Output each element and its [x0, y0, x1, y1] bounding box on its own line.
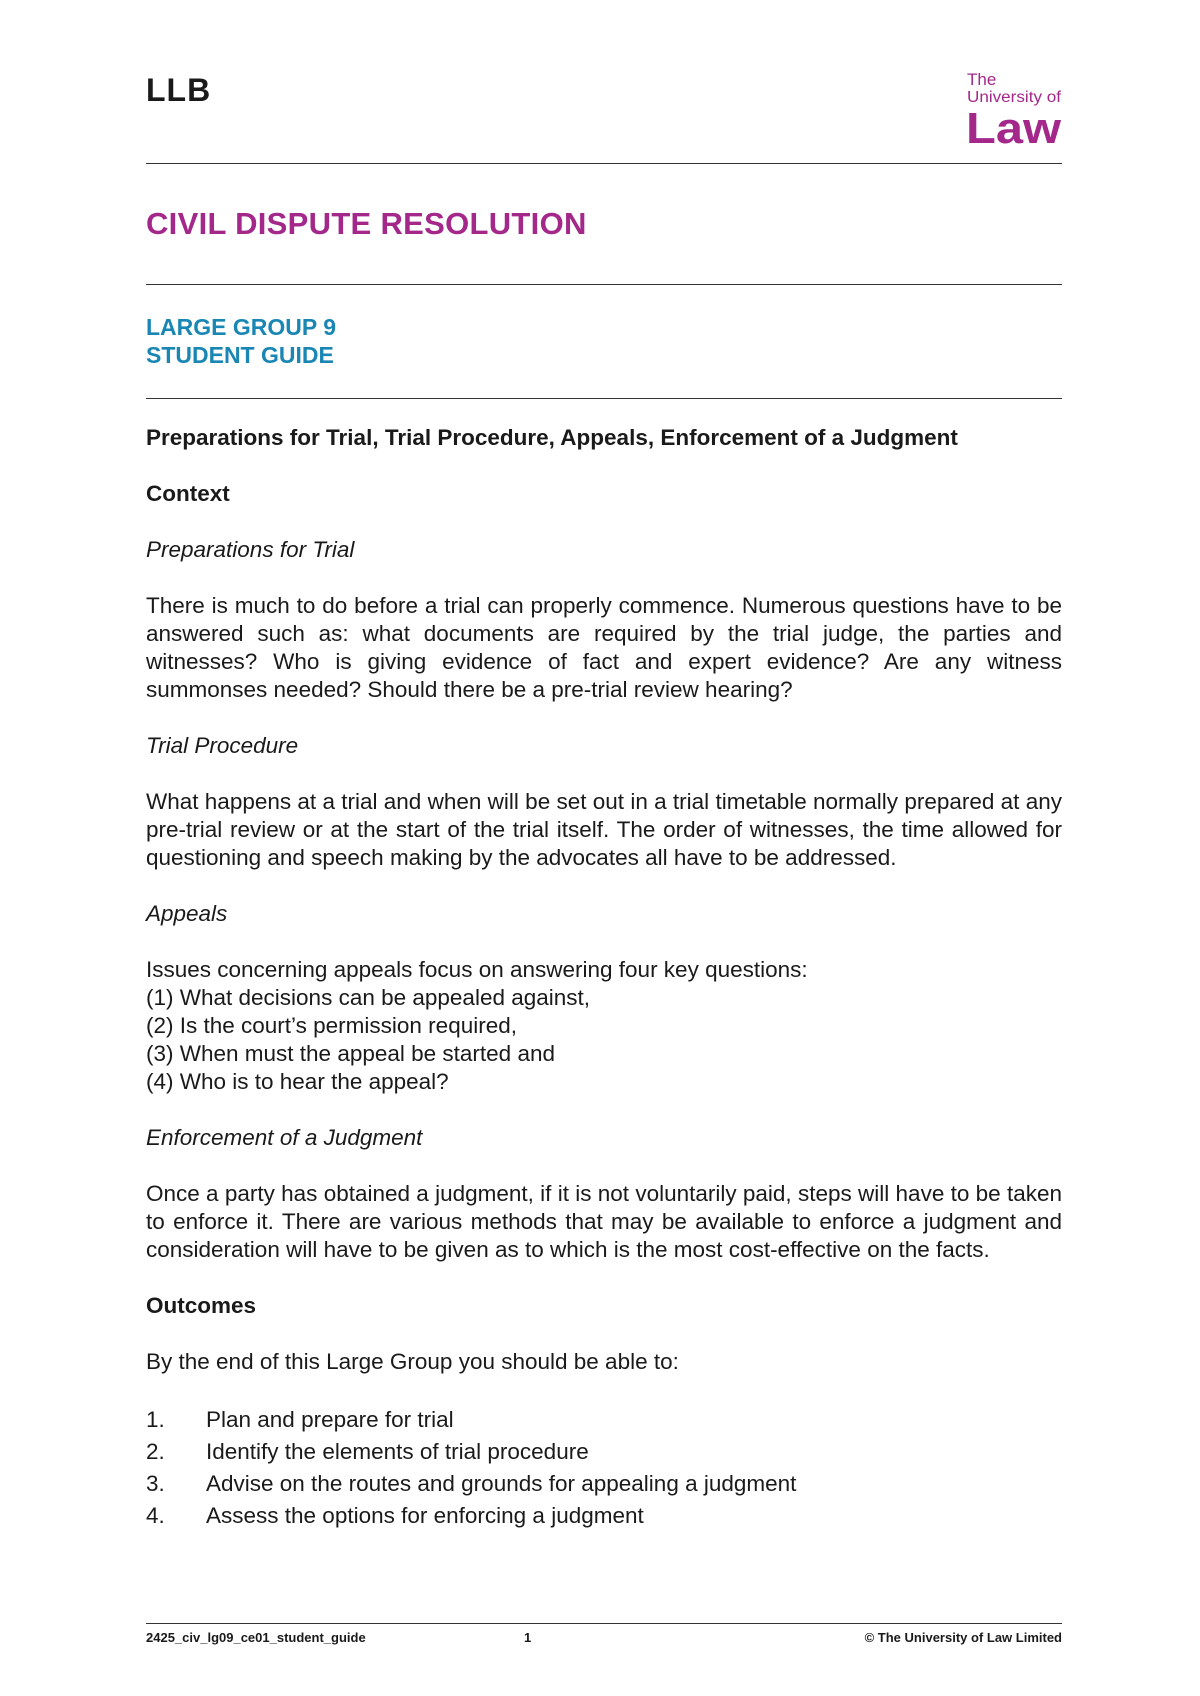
section-title-enforcement: Enforcement of a Judgment — [146, 1125, 423, 1150]
footer-filename: 2425_civ_lg09_ce01_student_guide — [146, 1630, 366, 1645]
outcomes-intro: By the end of this Large Group you should be able to: — [146, 1349, 679, 1374]
outcome-item — [146, 1500, 1062, 1532]
outcome-item — [146, 1468, 1062, 1500]
module-title: CIVIL DISPUTE RESOLUTION — [146, 206, 587, 241]
section-title-appeals: Appeals — [146, 901, 228, 926]
outcome-item — [146, 1404, 1062, 1436]
outcome-number: 2. — [146, 1439, 165, 1464]
footer-page-number: 1 — [524, 1630, 532, 1645]
context-heading: Context — [146, 481, 230, 506]
outcomes-list — [146, 1404, 1062, 1532]
section-body-preparations: There is much to do before a trial can properly commence. Numerous questions have to be answered such as: what documents are required by the trial judge, the parties and witnesses? Who is giving evidence of fact and expert evidence? Are any witness summonses needed? Should there be a pre-trial review hearing? — [146, 593, 1062, 702]
divider — [146, 398, 1062, 399]
university-logo — [966, 68, 1062, 148]
document-body — [146, 424, 1062, 1532]
appeals-question: (3) When must the appeal be started and — [146, 1041, 555, 1066]
appeals-questions — [146, 956, 1062, 1096]
logo-line-1: The — [967, 70, 997, 89]
divider — [146, 284, 1062, 285]
appeals-intro: Issues concerning appeals focus on answering four key questions: — [146, 957, 808, 982]
outcome-item — [146, 1436, 1062, 1468]
outcome-number: 3. — [146, 1471, 165, 1496]
appeals-question: (4) Who is to hear the appeal? — [146, 1069, 449, 1094]
section-body-enforcement: Once a party has obtained a judgment, if it is not voluntarily paid, steps will have to be taken to enforce it. There are various methods that may be available to enforce a judgment and consideration will have to be given as to which is the most cost-effective on the facts. — [146, 1181, 1062, 1262]
guide-label: STUDENT GUIDE — [146, 342, 334, 368]
footer-copyright: © The University of Law Limited — [864, 1630, 1062, 1645]
divider — [146, 163, 1062, 164]
logo-line-2: University of — [967, 89, 1062, 106]
section-body-trial-procedure: What happens at a trial and when will be set out in a trial timetable normally prepared at any pre-trial review or at the start of the trial itself. The order of witnesses, the time allowed for questioning and speech making by the advocates all have to be addressed. — [146, 789, 1062, 870]
outcome-text: Assess the options for enforcing a judgment — [206, 1503, 644, 1528]
footer-divider — [146, 1623, 1062, 1624]
outcome-text: Advise on the routes and grounds for appealing a judgment — [206, 1471, 797, 1496]
outcomes-heading: Outcomes — [146, 1293, 257, 1318]
outcome-text: Identify the elements of trial procedure — [206, 1439, 589, 1464]
appeals-question: (2) Is the court’s permission required, — [146, 1013, 517, 1038]
appeals-question: (1) What decisions can be appealed against, — [146, 985, 591, 1010]
outcome-text: Plan and prepare for trial — [206, 1407, 454, 1432]
programme-label: LLB — [146, 72, 212, 108]
group-label: LARGE GROUP 9 — [146, 314, 336, 340]
outcome-number: 4. — [146, 1503, 165, 1528]
document-heading: Preparations for Trial, Trial Procedure, Appeals, Enforcement of a Judgment — [146, 425, 958, 450]
section-title-trial-procedure: Trial Procedure — [146, 733, 299, 758]
logo-line-3: Law — [966, 104, 1062, 148]
outcome-number: 1. — [146, 1407, 165, 1432]
section-title-preparations: Preparations for Trial — [146, 537, 355, 562]
